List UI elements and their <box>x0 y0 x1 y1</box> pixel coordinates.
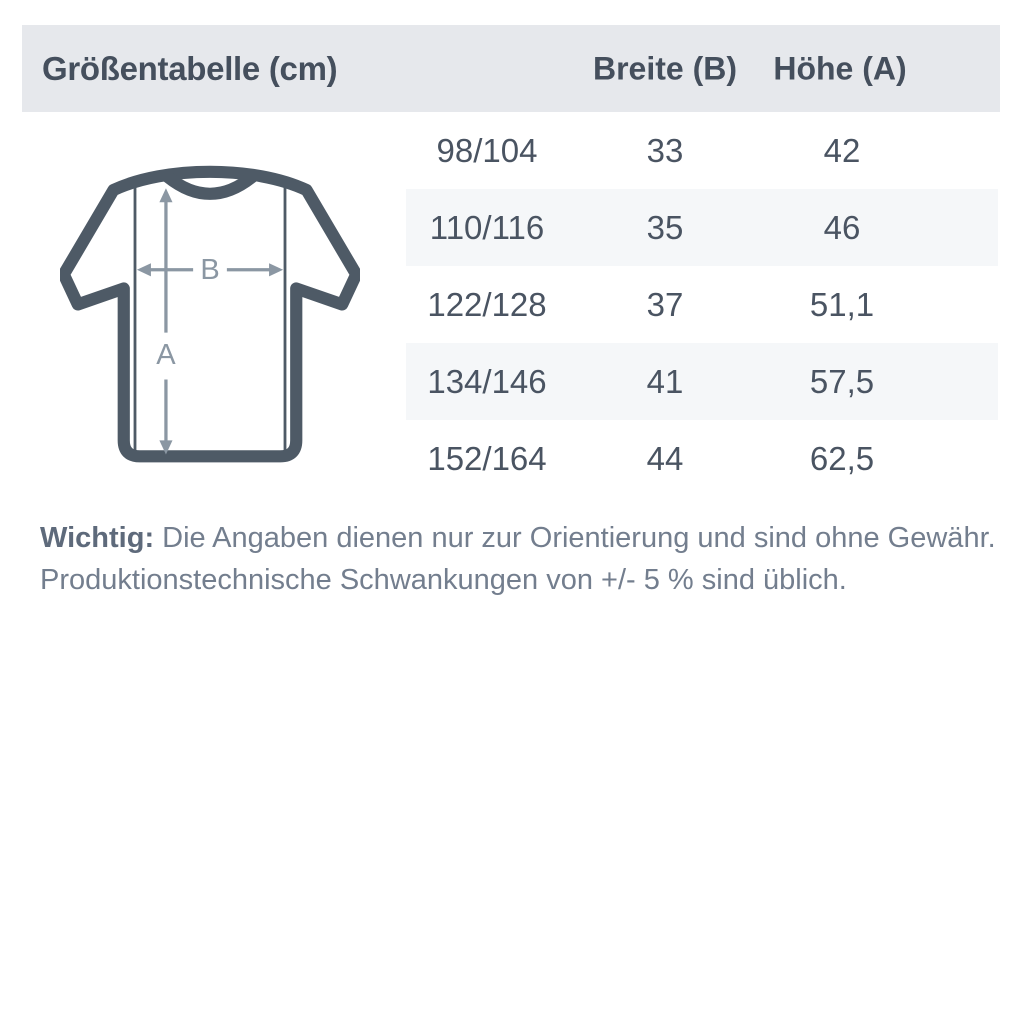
page-title: Größentabelle (cm) <box>42 49 338 87</box>
height-cell: 51,1 <box>809 285 875 323</box>
size-cell: 152/164 <box>427 439 547 477</box>
table-row <box>406 112 998 189</box>
size-table <box>406 112 998 497</box>
height-cell: 57,5 <box>809 362 875 400</box>
width-cell: 33 <box>646 131 684 169</box>
footnote-line2: Produktionstechnische Schwankungen von +/- 5 % sind üblich. <box>40 564 847 596</box>
height-cell: 62,5 <box>809 439 875 477</box>
height-cell: 42 <box>823 131 861 169</box>
table-row <box>406 189 998 266</box>
footnote-text1: Die Angaben dienen nur zur Orientierung und sind ohne Gewähr. <box>162 522 996 554</box>
size-cell: 98/104 <box>436 131 538 169</box>
width-cell: 37 <box>646 285 684 323</box>
width-cell: 35 <box>646 208 684 246</box>
width-cell: 41 <box>646 362 684 400</box>
height-cell: 46 <box>823 208 861 246</box>
footnote-line1 <box>40 517 1010 559</box>
column-header-height: Höhe (A) <box>773 50 907 86</box>
size-cell: 110/116 <box>429 208 545 246</box>
tshirt-measurement-icon <box>60 156 360 466</box>
width-measure-label: B <box>200 253 220 286</box>
footnote-emphasis: Wichtig: <box>40 522 155 554</box>
tshirt-outline <box>64 172 357 457</box>
table-row <box>406 266 998 343</box>
size-cell: 122/128 <box>427 285 547 323</box>
table-row <box>406 343 998 420</box>
width-cell: 44 <box>646 439 684 477</box>
table-row <box>406 420 998 497</box>
height-measure-label: A <box>156 339 176 372</box>
column-header-width: Breite (B) <box>592 50 738 86</box>
table-header <box>22 25 1000 112</box>
footnote <box>40 517 1010 601</box>
size-cell: 134/146 <box>427 362 547 400</box>
